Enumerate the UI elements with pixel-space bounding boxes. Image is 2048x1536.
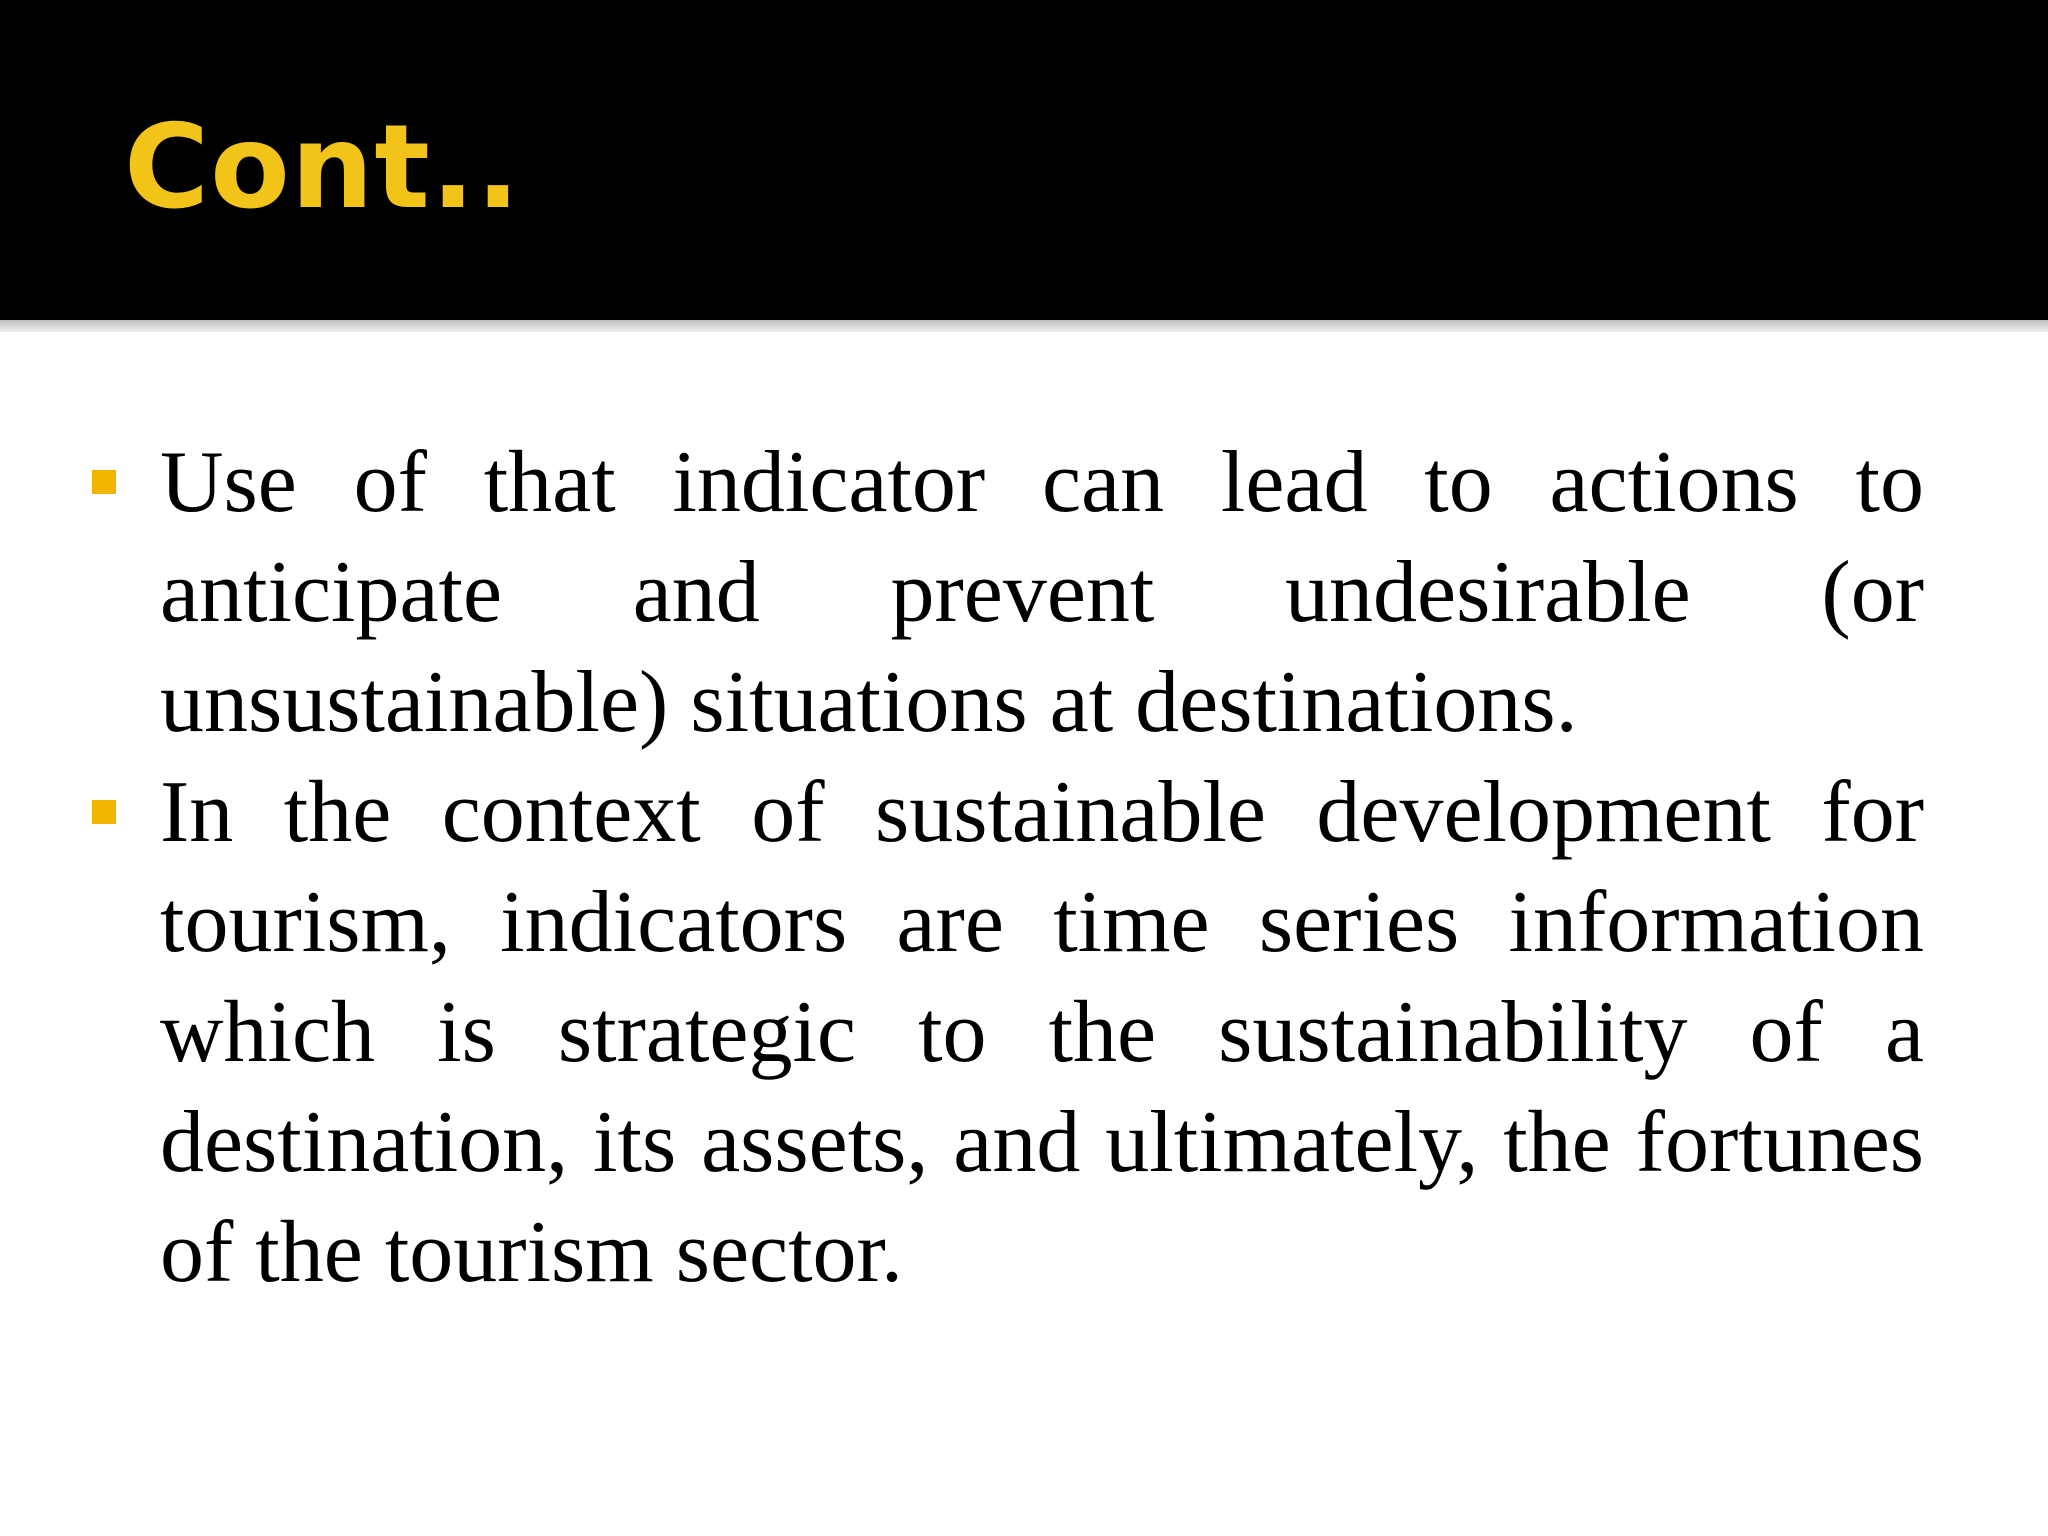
bullet-item [92, 758, 1924, 1308]
square-bullet-icon [92, 800, 116, 824]
bullet-item [92, 428, 1924, 758]
title-divider [0, 320, 2048, 332]
bullet-text: Use of that indicator can lead to actions to anticipate and prevent undesirable (or unsustainable) situations at destinations. [160, 434, 1924, 751]
bullet-list [92, 428, 1924, 1308]
square-bullet-icon [92, 470, 116, 494]
slide-title: Cont.. [124, 100, 521, 235]
title-bar [0, 0, 2048, 320]
bullet-text: In the context of sustainable development for tourism, indicators are time series information which is strategic to the sustainability of a destination, its assets, and ultimately, the fortunes of the tourism sector. [160, 764, 1924, 1301]
